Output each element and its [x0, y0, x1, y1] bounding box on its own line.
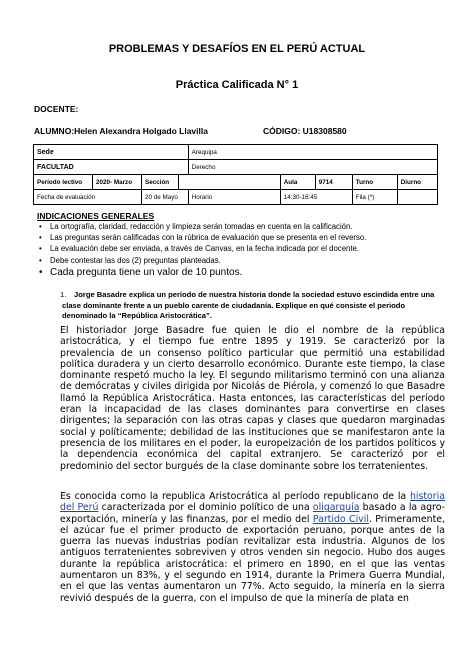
question-body: Jorge Basadre explica un período de nuestra historia donde la sociedad estuvo escindida entre una clase dominante frente a un pueblo carente de ciudadanía. Explique en qué consiste el periodo denominado la “República Aristocrática”.: [62, 290, 435, 320]
sede-value: Arequipa: [188, 145, 437, 160]
info-row-sede: [34, 145, 438, 160]
fila-value: [397, 190, 437, 205]
list-item: • Debe contestar las dos (2) preguntas planteadas.: [37, 255, 457, 266]
answer-p2-text-d: . Primeramente, el azúcar fue el primer producto de exportación peruano, porque antes de la guerra las nuevas industrias podían revitalizar esta industria. Algunos de los antiguos terratenientes sobreviven y otros venden sin negocio. Hubo dos auges durante la república aristocrática: el primero en 1890, en el que las ventas aumentaron un 83%, y el segundo en 1914, durante la Primera Guerra Mundial, en el que las ventas aumentaron un 77%. Acto seguido, la minería en la sierra revivió después de la guerra, con el impulso de que la minería de plata en: [60, 513, 446, 604]
periodo-value: 2020- Marzo: [93, 175, 142, 190]
sede-label: Sede: [34, 145, 189, 160]
info-table: [33, 144, 438, 205]
question-number: 1.: [60, 290, 67, 299]
alumno-line: ALUMNO:Helen Alexandra Holgado Llavilla: [34, 126, 208, 136]
question-text: [62, 290, 442, 322]
aula-value: 9714: [315, 175, 352, 190]
document-title: PROBLEMAS Y DESAFÍOS EN EL PERÚ ACTUAL: [108, 43, 366, 55]
facultad-value: Derecho: [188, 160, 437, 175]
list-item: • La ortografía, claridad, redacción y limpieza serán tomadas en cuenta en la calificación.: [37, 221, 457, 232]
answer-paragraph-1: El historiador Jorge Basadre fue quien le dio el nombre de la república aristocrática, y el tiempo fue entre 1895 y 1919. Se caracterizó por la prevalencia de un consenso político particular que permitió una estabilidad política duradera y un cierto desarrollo económico. Durante este tiempo, la clase dominante respetó mucho la ley. El segundo militarismo terminó con una alianza de demócratas y civiles dirigida por Nicolás de Piérola, y comenzó lo que Basadre llamó la República Aristocrática. Hasta entonces, las características del período eran la incapacidad de las clases dominantes para convertirse en clases dirigentes; la separación con las otras capas y clases que quedaron marginadas social y políticamente; debilidad de las instituciones que se manifestaron ante la presencia de los militares en el poder, la europeización de los partidos políticos y la dependencia económica del capital extranjero. Se caracterizó por el predominio del sector burgués de la clase dominante sobre los terratenientes.: [60, 325, 445, 472]
indicaciones-list: [37, 221, 457, 279]
list-item: • La evaluación debe ser enviada, a través de Canvas, en la fecha indicada por el docente.: [37, 243, 457, 254]
turno-label: Turno: [352, 175, 397, 190]
list-item: • Cada pregunta tiene un valor de 10 puntos.: [37, 266, 457, 279]
fila-label: Fila (*): [352, 190, 397, 205]
fecha-label: Fecha de evaluación: [34, 190, 142, 205]
document-subtitle: Práctica Calificada N° 1: [175, 79, 299, 91]
turno-value: Diurno: [397, 175, 437, 190]
seccion-label: Sección: [142, 175, 179, 190]
info-row-periodo: [34, 175, 438, 190]
seccion-value: [179, 175, 281, 190]
indicaciones-title: INDICACIONES GENERALES: [37, 211, 155, 221]
docente-label: DOCENTE:: [34, 104, 79, 114]
answer-p2-text-c: basado a la agro-exportación, minería y las finanzas, por el medio del: [60, 502, 445, 525]
fecha-value: 20 de Mayo: [142, 190, 189, 205]
info-row-facultad: [34, 160, 438, 175]
answer-paragraph-2: [60, 491, 445, 604]
horario-value: 14:30-16:45: [280, 190, 352, 205]
facultad-label: FACULTAD: [34, 160, 189, 175]
list-item: • Las preguntas serán calificadas con la rúbrica de evaluación que se presenta en el reverso.: [37, 232, 457, 243]
aula-label: Aula: [280, 175, 315, 190]
codigo-line: CÓDIGO: U18308580: [263, 126, 347, 136]
periodo-label: Período lectivo: [34, 175, 93, 190]
oligarquia-link[interactable]: oligarquía: [312, 502, 360, 514]
partido-civil-link[interactable]: Partido Civil: [312, 513, 369, 525]
horario-label: Horario: [188, 190, 280, 205]
answer-p2-text-a: Es conocida como la republica Aristocrática al período republicano de la: [60, 491, 410, 502]
answer-p2-text-b: caracterizada por el dominio político de una: [98, 502, 313, 514]
info-row-fecha: [34, 190, 438, 205]
historia-link[interactable]: historia del Perú: [60, 491, 445, 514]
